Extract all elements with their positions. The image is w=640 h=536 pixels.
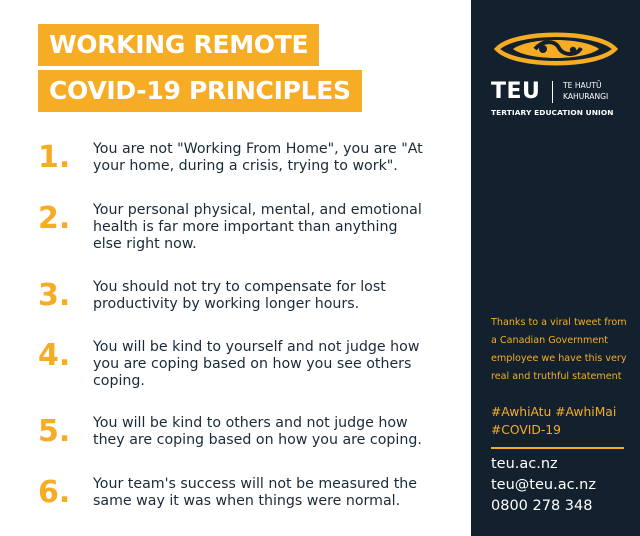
principle-text: You are not "Working From Home", you are "At your home, during a crisis, trying to work". [93,141,423,174]
divider [491,447,624,449]
principle-number: 3. [38,278,71,313]
thanks-note: Thanks to a viral tweet from a Canadian Government employee we have this very real and truthful statement [491,317,627,382]
principle-number: 5. [38,414,71,449]
logo-abbr: TEU [491,79,541,104]
principle-text: You should not try to compensate for lost productivity by working longer hours. [93,279,386,312]
logo-full-name: TERTIARY EDUCATION UNION [491,108,614,117]
sidebar-panel [471,0,640,536]
logo-maori-name: TE HAUTŪ KAHURANGI [563,81,609,101]
title-line-2: COVID-19 PRINCIPLES [38,70,362,112]
logo-wordmark [491,79,631,105]
principle-text: Your team's success will not be measured the same way it was when things were normal. [93,476,418,509]
principle-text: Your personal physical, mental, and emotional health is far more important than anything else right now. [93,202,422,252]
principle-number: 4. [38,338,71,373]
website-link[interactable]: teu.ac.nz [491,456,558,472]
principle-text: You will be kind to yourself and not judge how you are coping based on how you see others coping. [93,339,420,389]
contact-block [491,454,640,517]
email-link[interactable]: teu@teu.ac.nz [491,477,596,493]
principle-number: 6. [38,475,71,510]
teu-koru-logo-icon [493,28,619,70]
principle-text: You will be kind to others and not judge how they are coping based on how you are coping. [93,415,422,448]
phone-number: 0800 278 348 [491,498,593,514]
principle-number: 1. [38,140,71,175]
hashtags: #AwhiAtu #AwhiMai #COVID-19 [491,405,617,437]
logo-divider [552,81,553,103]
principle-number: 2. [38,201,71,236]
title-line-1: WORKING REMOTE [38,24,319,66]
